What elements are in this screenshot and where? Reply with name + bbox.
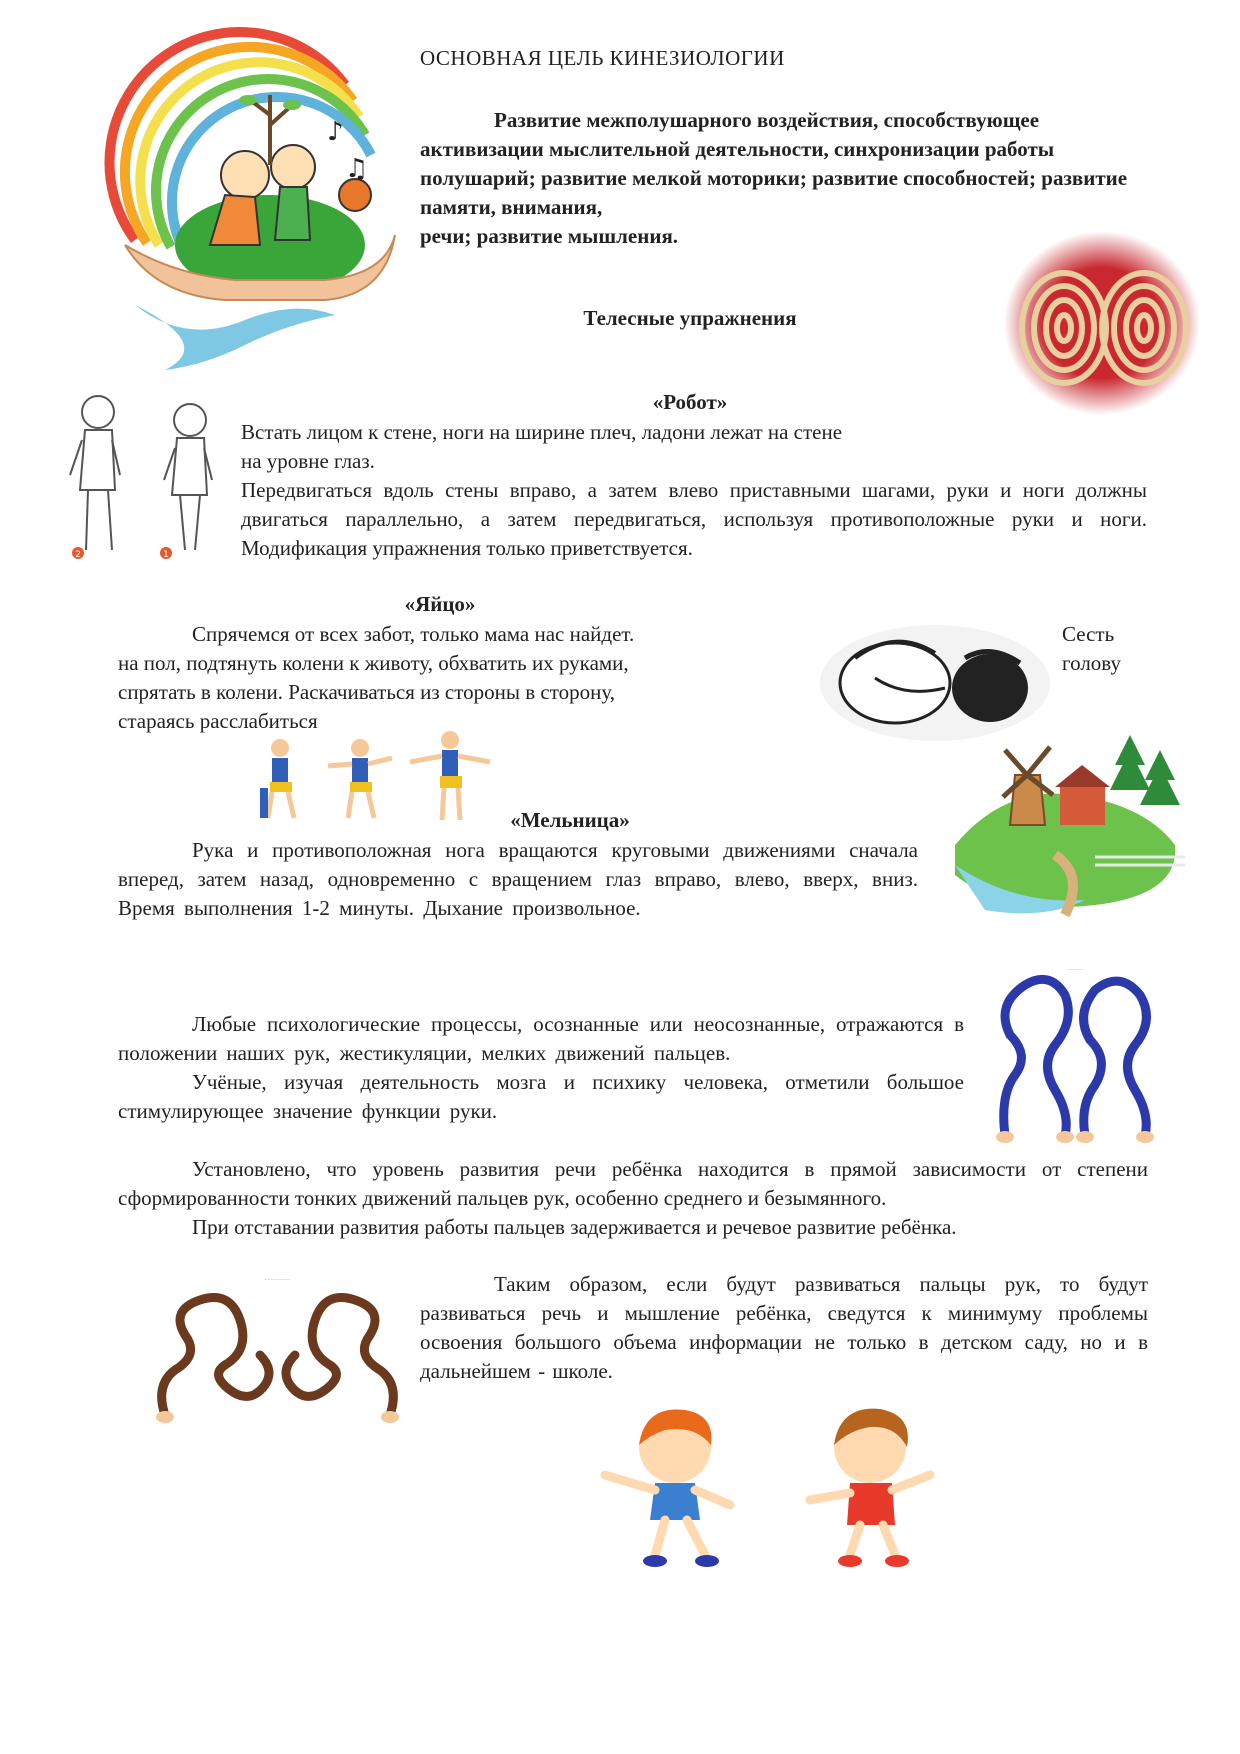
- finger-spiral-board-image: [1002, 228, 1202, 418]
- svg-text:··········: ··········: [1067, 967, 1083, 973]
- robot-step-label-2: 2: [75, 550, 81, 560]
- psych-block-2: [118, 1155, 1148, 1242]
- robot-para-2: Передвигаться вдоль стены вправо, а затем влево приставными шагами, руки и ноги должны двигаться параллельно, а затем передвигаться, используя противоположные руки и ноги. Модификация упражнения только приветствуется.: [241, 478, 1147, 560]
- robot-text: [241, 418, 1147, 563]
- conclusion-text: Таким образом, если будут развиваться пальцы рук, то будут развиваться речь и мышление ребёнка, сведутся к минимуму проблемы освоения большого объема информации не только в детском саду, но и в дальнейшем - школе.: [420, 1272, 1148, 1383]
- svg-text:♫: ♫: [345, 154, 369, 184]
- robot-step-label-1: 1: [163, 550, 169, 560]
- egg-line-4: стараясь расслабиться: [118, 709, 318, 733]
- robot-exercise-figures: [60, 390, 230, 565]
- windmill-landscape-image: [945, 735, 1190, 920]
- psych-para-3: Установлено, что уровень развития речи ребёнка находится в прямой зависимости от степени сформированности тонких движений пальцев рук, особенно среднего и безымянного.: [118, 1157, 1148, 1210]
- egg-text: [118, 620, 758, 736]
- egg-line-3: спрятать в колени. Раскачиваться из стороны в сторону,: [118, 680, 615, 704]
- egg-side-1: Сесть: [1062, 622, 1115, 646]
- robot-line-2: на уровне глаз.: [241, 449, 375, 473]
- psych-para-2: Учёные, изучая деятельность мозга и психику человека, отметили большое стимулирующее значение функции руки.: [118, 1070, 964, 1123]
- robot-line-1: Встать лицом к стене, ноги на ширине плеч, ладони лежат на стене: [241, 420, 843, 444]
- egg-pose-image: [815, 618, 1055, 743]
- blue-finger-maze-image: [995, 965, 1155, 1150]
- egg-title: «Яйцо»: [404, 592, 476, 616]
- page-title: ОСНОВНАЯ ЦЕЛЬ КИНЕЗИОЛОГИИ: [420, 46, 785, 70]
- goal-text-last: речи; развитие мышления.: [420, 224, 679, 248]
- egg-line-2: на пол, подтянуть колени к животу, обхватить их руками,: [118, 651, 629, 675]
- dancing-children-image: [595, 1405, 970, 1580]
- egg-side-text: [1062, 620, 1162, 678]
- psych-para-4: При отставании развития работы пальцев задерживается и речевое развитие ребёнка.: [192, 1215, 957, 1239]
- svg-text:♪: ♪: [327, 117, 344, 147]
- svg-text:················: ················: [264, 1277, 290, 1283]
- mill-text: Рука и противоположная нога вращаются круговыми движениями сначала вперед, затем назад, одновременно с вращением глаз вправо, влево, вверх, вниз. Время выполнения 1-2 минуты. Дыхание произвольное.: [118, 838, 918, 920]
- egg-line-1: Спрячемся от всех забот, только мама нас найдет.: [192, 622, 635, 646]
- psych-block-1: [118, 1010, 964, 1126]
- mill-title: «Мельница»: [510, 808, 630, 832]
- psych-para-1: Любые психологические процессы, осознанные или неосознанные, отражаются в положении наших рук, жестикуляции, мелких движений пальцев.: [118, 1012, 964, 1065]
- section-title: Телесные упражнения: [583, 306, 797, 330]
- egg-side-2: голову: [1062, 651, 1121, 675]
- brown-finger-maze-image: [155, 1275, 400, 1425]
- kinesiology-logo-illustration: [95, 45, 405, 375]
- goal-text: Развитие межполушарного воздействия, способствующее активизации мыслительной деятельности, синхронизации работы полушарий; развитие мелкой моторики; развитие способностей; развитие памяти, внимания,: [420, 108, 1128, 219]
- robot-title: «Робот»: [652, 390, 728, 414]
